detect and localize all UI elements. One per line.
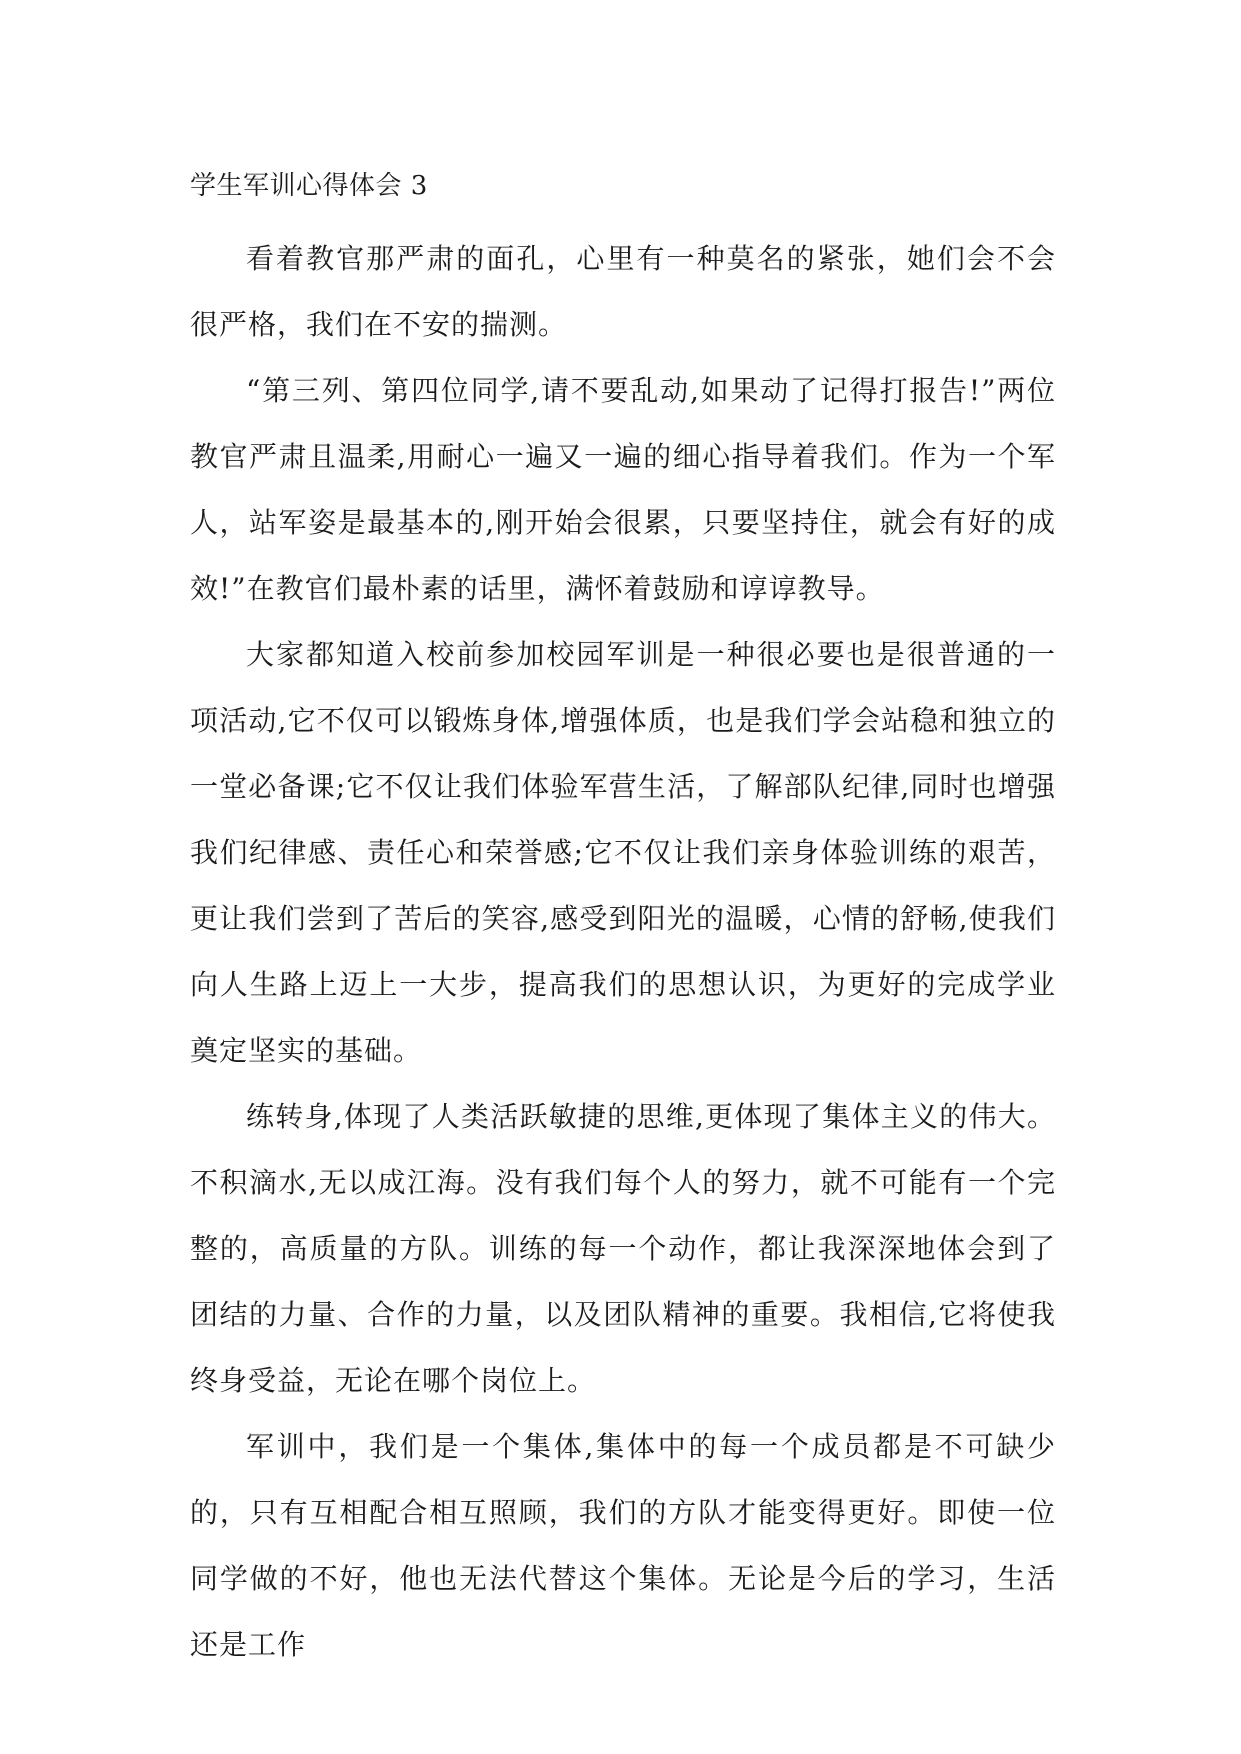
paragraph: 大家都知道入校前参加校园军训是一种很必要也是很普通的一项活动,它不仅可以锻炼身体,增强体质，也是我们学会站稳和独立的一堂必备课;它不仅让我们体验军营生活，了解部队纪律,同时也增强我们纪律感、责任心和荣誉感;它不仅让我们亲身体验训练的艰苦，更让我们尝到了苦后的笑容,感受到阳光的温暖，心情的舒畅,使我们向人生路上迈上一大步，提高我们的思想认识，为更好的完成学业奠定坚实的基础。 xyxy=(190,638,1056,1067)
document-title: 学生军训心得体会 3 xyxy=(190,171,428,201)
paragraph: 练转身,体现了人类活跃敏捷的思维,更体现了集体主义的伟大。不积滴水,无以成江海。没有我们每个人的努力，就不可能有一个完整的，高质量的方队。训练的每一个动作，都让我深深地体会到了团结的力量、合作的力量，以及团队精神的重要。我相信,它将使我终身受益，无论在哪个岗位上。 xyxy=(190,1100,1056,1397)
paragraph: 军训中，我们是一个集体,集体中的每一个成员都是不可缺少的，只有互相配合相互照顾，我们的方队才能变得更好。即使一位同学做的不好，他也无法代替这个集体。无论是今后的学习，生活还是工作 xyxy=(190,1430,1056,1661)
paragraph: “第三列、第四位同学,请不要乱动,如果动了记得打报告!”两位教官严肃且温柔,用耐心一遍又一遍的细心指导着我们。作为一个军人，站军姿是最基本的,刚开始会很累，只要坚持住，就会有好的成效!”在教官们最朴素的话里，满怀着鼓励和谆谆教导。 xyxy=(190,374,1056,605)
document-body xyxy=(190,226,1056,1678)
paragraph: 看着教官那严肃的面孔，心里有一种莫名的紧张，她们会不会很严格，我们在不安的揣测。 xyxy=(190,242,1056,341)
